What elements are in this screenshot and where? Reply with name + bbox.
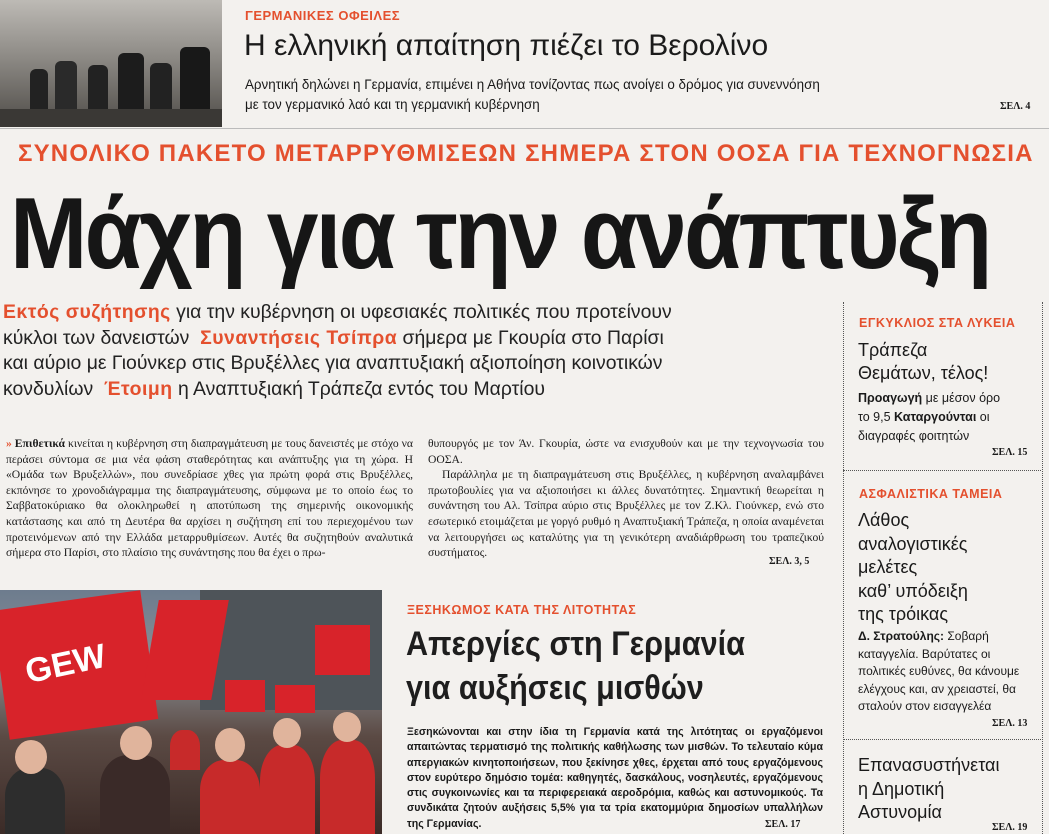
sidebar-1-headline-line1: Τράπεζα: [858, 340, 928, 360]
sidebar-2-text: Σοβαρή: [944, 629, 989, 643]
col1-text: κινείται η κυβέρνηση στη διαπραγμάτευση με τους δανειστές με στόχο να περάσει σύντομα σε μια νέα φάση σταθερότητας και ανάπτυξης για τη χώρα. Η «Ομάδα των Βρυξελλών», που συνεδρίασε χθες για πρώτη φορά στις Βρυξέλλες, εκπόνησε το χρονοδιάγραμμα της διαπραγμάτευσης, σύμφωνα με το οποίο έως το Σαββατοκύριακο θα ολοκληρωθεί η αποτύπωση της σημερινής οικονομικής κατάστασης και από τη Δευτέρα θα αρχίσει η συζήτηση επί του περιεχομένου των προτεινόμενων από την Ελλάδα μεταρρυθμίσεων. Αυτές θα συζητηθούν αναλυτικά σήμερα στο Παρίσι, στο πλαίσιο της συνάντησης που θα έχει ο πρω-: [6, 437, 413, 560]
lead-headline[interactable]: Μάχη για την ανάπτυξη: [10, 178, 990, 290]
sidebar-2-bold: Δ. Στρατούλης:: [858, 629, 945, 643]
sidebar-2-headline-line: μελέτες: [858, 557, 918, 577]
strike-photo: [0, 590, 382, 834]
sub-text-2: κύκλοι των δανειστών: [3, 326, 195, 349]
sidebar-1-bold-1: Προαγωγή: [858, 391, 923, 405]
sidebar-1-text-4: διαγραφές φοιτητών: [858, 429, 970, 443]
sub-highlight-3: Έτοιμη: [103, 377, 173, 400]
lead-subheadline: [3, 300, 833, 402]
strikes-kicker: ΞΕΣΗΚΩΜΟΣ ΚΑΤΑ ΤΗΣ ΛΙΤΟΤΗΤΑΣ: [407, 603, 637, 617]
top-story-deck-1: Αρνητική δηλώνει η Γερμανία, επιμένει η Αθήνα τονίζοντας πως ανοίγει ο δρόμος για συνεννόηση: [245, 77, 820, 92]
col2-paragraph-1: θυπουργός με τον Άν. Γκουρία, ώστε να ενισχυθούν και με την τεχνογνωσία του ΟΟΣΑ.: [428, 437, 824, 466]
strikes-headline-line1: Απεργίες στη Γερμανία: [406, 625, 745, 663]
sidebar-1-headline-line2: Θεμάτων, τέλος!: [858, 363, 989, 383]
lead-page-ref: ΣΕΛ. 3, 5: [769, 556, 810, 567]
col2-paragraph-2: Παράλληλα με τη διαπραγμάτευση στις Βρυξέλλες, η κυβέρνηση αναλαμβάνει πρωτοβουλίες για να αξιοποιήσει κι άλλες δυνατότητες. Σημαντική θεωρείται η συνάντηση του Αλ. Τσίπρα αύριο στις Βρυξέλλες με τον Ζ.Κλ. Γιούνκερ, ενώ στο εσωτερικό ετοιμάζεται με γοργό ρυθμό η Αναπτυξιακή Τράπεζα, η οποία αναμένεται να λειτουργήσει ως καταλύτης για τη γενικότερη αναδιάρθρωση του τραπεζικού συστήματος.: [428, 468, 824, 560]
sub-highlight-1: Εκτός συζήτησης: [3, 301, 171, 323]
flag-logo-text: GEW: [21, 636, 110, 692]
sub-text-3: σήμερα με Γκουρία στο Παρίσι: [397, 326, 664, 349]
strikes-headline[interactable]: [406, 622, 745, 710]
sub-highlight-2: Συναντήσεις Τσίπρα: [200, 326, 398, 349]
sidebar-2-kicker: ΑΣΦΑΛΙΣΤΙΚΑ ΤΑΜΕΙΑ: [859, 487, 1003, 501]
sidebar-2-body-line: καταγγελία. Βαρύτατες οι: [858, 646, 991, 661]
top-story-kicker: ΓΕΡΜΑΝΙΚΕΣ ΟΦΕΙΛΕΣ: [245, 8, 401, 23]
chevron-right-icon: »: [6, 437, 12, 450]
top-story-deck-2: με τον γερμανικό λαό και τη γερμανική κυβέρνηση: [245, 97, 540, 112]
sidebar-1-text-3: οι: [976, 410, 990, 424]
sidebar-2-body-line: ελέγχους και, αν χρειαστεί, θα: [858, 681, 1016, 696]
lead-column-1: [6, 436, 413, 561]
top-story-headline[interactable]: Η ελληνική απαίτηση πιέζει το Βερολίνο: [244, 29, 769, 62]
strikes-headline-line2: για αυξήσεις μισθών: [406, 669, 704, 707]
sidebar-2-body-line: πολιτικές ευθύνες, θα κάνουμε: [858, 664, 1020, 678]
sidebar-1-page-ref: ΣΕΛ. 15: [992, 447, 1028, 458]
strikes-body: Ξεσηκώνονται και στην ίδια τη Γερμανία κατά της λιτότητας οι εργαζόμενοι απαιτώντας τερματισμό της πολιτικής καθήλωσης των μισθών. Το τελευταίο κύμα απεργιακών κινητοποιήσεων, που ξεκίνησε χθες, έρχεται από τους εργαζόμενους στον ευρύτερο δημόσιο τομέα: καθηγητές, δασκάλους, νοσηλευτές, εργαζόμενους στις συγκοινωνίες και τα περιφερειακά αεροδρόμια, καθώς και αστυνομικούς. Τα συνδικάτα ζητούν αυξήσεις 5,5% για τα τρία εκατομμύρια δημοσίων υπαλλήλων της Γερμανίας.: [407, 726, 823, 830]
sidebar-3-headline[interactable]: [858, 754, 999, 825]
sidebar-divider: [843, 739, 1041, 741]
sub-text-1: για την κυβέρνηση οι υφεσιακές πολιτικές που προτείνουν: [170, 301, 672, 323]
top-story-page-ref: ΣΕΛ. 4: [1000, 101, 1031, 112]
sidebar-3-page-ref: ΣΕΛ. 19: [992, 822, 1028, 833]
sidebar-2-headline-line: Λάθος: [858, 510, 910, 530]
sidebar-1-text-1: με μέσον όρο: [922, 391, 1001, 405]
sidebar-1-kicker: ΕΓΚΥΚΛΙΟΣ ΣΤΑ ΛΥΚΕΙΑ: [859, 316, 1016, 330]
sub-text-6: η Αναπτυξιακή Τράπεζα εντός του Μαρτίου: [172, 377, 546, 400]
col1-lead-word: Επιθετικά: [14, 437, 65, 450]
protest-photo-top: [0, 0, 222, 127]
sidebar-3-headline-line: η Δημοτική: [858, 778, 945, 799]
lead-kicker: ΣΥΝΟΛΙΚΟ ΠΑΚΕΤΟ ΜΕΤΑΡΡΥΘΜΙΣΕΩΝ ΣΗΜΕΡΑ ΣΤΟΝ ΟΟΣΑ ΓΙΑ ΤΕΧΝΟΓΝΩΣΙΑ: [18, 140, 1034, 167]
sidebar-2-headline-line: αναλογιστικές: [858, 533, 968, 554]
sidebar-divider: [843, 470, 1041, 472]
sidebar-2-headline-line: καθ’ υπόδειξη: [858, 580, 968, 601]
sub-text-5: κονδυλίων: [3, 377, 99, 400]
lead-column-2: [428, 436, 824, 561]
sidebar-3-headline-line: Επανασυστήνεται: [858, 755, 1000, 775]
sidebar-1-bold-2: Καταργούνται: [894, 410, 977, 424]
sidebar-2-body-line: σταλούν στον εισαγγελέα: [858, 699, 992, 713]
divider: [0, 128, 1049, 129]
sidebar-1-text-2: το 9,5: [858, 410, 895, 424]
sidebar-3-headline-line: Αστυνομία: [858, 802, 942, 822]
sidebar-2-headline[interactable]: [858, 509, 968, 627]
sidebar-1-headline[interactable]: [858, 339, 988, 385]
sidebar-1-body: [858, 389, 1038, 446]
sidebar-2-body: [858, 628, 1040, 716]
sidebar-2-headline-line: της τρόικας: [858, 604, 949, 624]
sidebar-2-page-ref: ΣΕΛ. 13: [992, 718, 1028, 729]
strikes-page-ref: ΣΕΛ. 17: [765, 819, 801, 830]
sub-text-4: και αύριο με Γιούνκερ στις Βρυξέλλες για αναπτυξιακή αξιοποίηση κοινοτικών: [3, 352, 663, 374]
